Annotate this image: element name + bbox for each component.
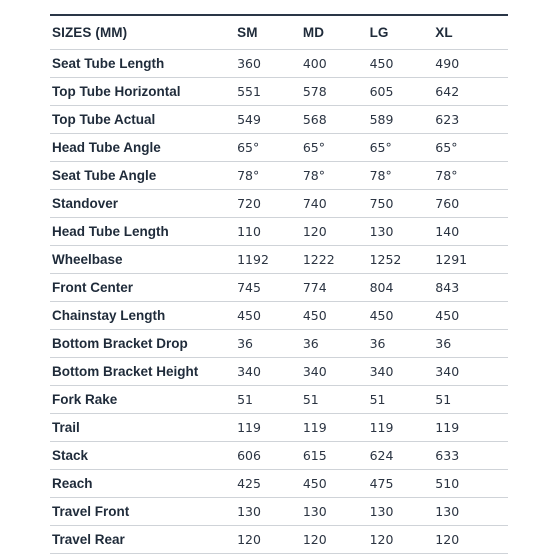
table-row bbox=[50, 498, 508, 526]
cell-value: 119 bbox=[370, 414, 436, 442]
table-row bbox=[50, 470, 508, 498]
row-label: Chainstay Length bbox=[50, 302, 237, 330]
cell-value: 750 bbox=[370, 190, 436, 218]
row-label: Head Tube Angle bbox=[50, 134, 237, 162]
header-row bbox=[50, 16, 508, 50]
cell-value: 130 bbox=[237, 498, 303, 526]
cell-value: 740 bbox=[303, 190, 370, 218]
cell-value: 120 bbox=[303, 218, 370, 246]
cell-value: 450 bbox=[303, 302, 370, 330]
header-md: MD bbox=[303, 16, 370, 50]
cell-value: 110 bbox=[237, 218, 303, 246]
cell-value: 36 bbox=[435, 330, 508, 358]
row-label: Front Center bbox=[50, 274, 237, 302]
row-label: Standover bbox=[50, 190, 237, 218]
cell-value: 1252 bbox=[370, 246, 436, 274]
cell-value: 130 bbox=[370, 498, 436, 526]
header-sizes: SIZES (MM) bbox=[50, 16, 237, 50]
cell-value: 36 bbox=[370, 330, 436, 358]
table-row bbox=[50, 358, 508, 386]
cell-value: 51 bbox=[370, 386, 436, 414]
cell-value: 606 bbox=[237, 442, 303, 470]
table-row bbox=[50, 162, 508, 190]
header-xl: XL bbox=[435, 16, 508, 50]
table-row bbox=[50, 50, 508, 78]
cell-value: 1192 bbox=[237, 246, 303, 274]
cell-value: 340 bbox=[237, 358, 303, 386]
cell-value: 551 bbox=[237, 78, 303, 106]
cell-value: 568 bbox=[303, 106, 370, 134]
table-row bbox=[50, 218, 508, 246]
cell-value: 490 bbox=[435, 50, 508, 78]
cell-value: 589 bbox=[370, 106, 436, 134]
cell-value: 843 bbox=[435, 274, 508, 302]
cell-value: 120 bbox=[303, 526, 370, 554]
geometry-table bbox=[50, 14, 508, 554]
cell-value: 720 bbox=[237, 190, 303, 218]
cell-value: 1291 bbox=[435, 246, 508, 274]
cell-value: 450 bbox=[303, 470, 370, 498]
header-lg: LG bbox=[370, 16, 436, 50]
cell-value: 78° bbox=[303, 162, 370, 190]
cell-value: 65° bbox=[435, 134, 508, 162]
cell-value: 130 bbox=[370, 218, 436, 246]
cell-value: 623 bbox=[435, 106, 508, 134]
table-row bbox=[50, 134, 508, 162]
cell-value: 119 bbox=[303, 414, 370, 442]
cell-value: 120 bbox=[237, 526, 303, 554]
cell-value: 78° bbox=[237, 162, 303, 190]
cell-value: 450 bbox=[370, 50, 436, 78]
cell-value: 340 bbox=[435, 358, 508, 386]
cell-value: 642 bbox=[435, 78, 508, 106]
cell-value: 340 bbox=[370, 358, 436, 386]
table-row bbox=[50, 442, 508, 470]
cell-value: 578 bbox=[303, 78, 370, 106]
row-label: Stack bbox=[50, 442, 237, 470]
cell-value: 450 bbox=[237, 302, 303, 330]
cell-value: 78° bbox=[435, 162, 508, 190]
cell-value: 140 bbox=[435, 218, 508, 246]
table-row bbox=[50, 526, 508, 554]
table-row bbox=[50, 302, 508, 330]
cell-value: 450 bbox=[435, 302, 508, 330]
cell-value: 624 bbox=[370, 442, 436, 470]
cell-value: 36 bbox=[237, 330, 303, 358]
cell-value: 804 bbox=[370, 274, 436, 302]
cell-value: 119 bbox=[435, 414, 508, 442]
row-label: Bottom Bracket Height bbox=[50, 358, 237, 386]
table-row bbox=[50, 246, 508, 274]
row-label: Trail bbox=[50, 414, 237, 442]
table-row bbox=[50, 190, 508, 218]
cell-value: 425 bbox=[237, 470, 303, 498]
cell-value: 450 bbox=[370, 302, 436, 330]
row-label: Seat Tube Length bbox=[50, 50, 237, 78]
table-row bbox=[50, 330, 508, 358]
cell-value: 475 bbox=[370, 470, 436, 498]
cell-value: 760 bbox=[435, 190, 508, 218]
table-body bbox=[50, 50, 508, 554]
cell-value: 130 bbox=[303, 498, 370, 526]
table-row bbox=[50, 106, 508, 134]
cell-value: 119 bbox=[237, 414, 303, 442]
cell-value: 400 bbox=[303, 50, 370, 78]
row-label: Wheelbase bbox=[50, 246, 237, 274]
table-row bbox=[50, 78, 508, 106]
cell-value: 605 bbox=[370, 78, 436, 106]
header-sm: SM bbox=[237, 16, 303, 50]
row-label: Head Tube Length bbox=[50, 218, 237, 246]
cell-value: 774 bbox=[303, 274, 370, 302]
table-row bbox=[50, 386, 508, 414]
row-label: Top Tube Actual bbox=[50, 106, 237, 134]
row-label: Top Tube Horizontal bbox=[50, 78, 237, 106]
table-row bbox=[50, 414, 508, 442]
cell-value: 65° bbox=[303, 134, 370, 162]
row-label: Travel Rear bbox=[50, 526, 237, 554]
row-label: Fork Rake bbox=[50, 386, 237, 414]
cell-value: 340 bbox=[303, 358, 370, 386]
row-label: Travel Front bbox=[50, 498, 237, 526]
cell-value: 549 bbox=[237, 106, 303, 134]
table-row bbox=[50, 274, 508, 302]
cell-value: 65° bbox=[237, 134, 303, 162]
cell-value: 633 bbox=[435, 442, 508, 470]
cell-value: 510 bbox=[435, 470, 508, 498]
cell-value: 78° bbox=[370, 162, 436, 190]
cell-value: 120 bbox=[435, 526, 508, 554]
row-label: Seat Tube Angle bbox=[50, 162, 237, 190]
cell-value: 120 bbox=[370, 526, 436, 554]
row-label: Bottom Bracket Drop bbox=[50, 330, 237, 358]
cell-value: 36 bbox=[303, 330, 370, 358]
row-label: Reach bbox=[50, 470, 237, 498]
cell-value: 130 bbox=[435, 498, 508, 526]
cell-value: 65° bbox=[370, 134, 436, 162]
cell-value: 51 bbox=[303, 386, 370, 414]
cell-value: 1222 bbox=[303, 246, 370, 274]
cell-value: 615 bbox=[303, 442, 370, 470]
cell-value: 360 bbox=[237, 50, 303, 78]
cell-value: 745 bbox=[237, 274, 303, 302]
cell-value: 51 bbox=[435, 386, 508, 414]
cell-value: 51 bbox=[237, 386, 303, 414]
